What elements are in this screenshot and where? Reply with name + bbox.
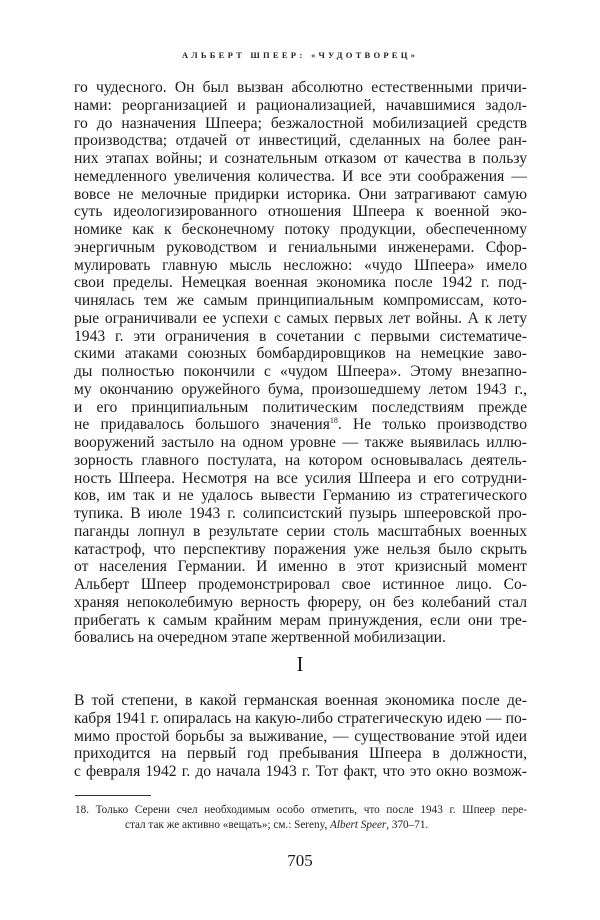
body-paragraph <box>74 692 527 781</box>
text-line: бовались на очередном этапе жертвенной мобилизации. <box>74 629 446 647</box>
text-segment: не придавалось большого значения <box>74 416 330 434</box>
footnote <box>75 803 527 832</box>
text-line: тупика. В июле 1943 г. солипсистский пузырь шпееровской про- <box>74 505 527 522</box>
footnote-line <box>75 803 527 818</box>
text-line: кабря 1941 г. опиралась на какую-либо стратегическую идею — по- <box>74 709 527 727</box>
text-line: вовсе не мелочные придирки историка. Они затрагивают самую <box>74 185 527 203</box>
footnote-number: 18. <box>75 804 89 816</box>
footnote-text: стал так же активно «вещать»; см.: Sereny, <box>125 818 331 831</box>
text-line: них этапах войны; и сознательным отказом от качества в пользу <box>74 150 527 167</box>
text-line: паганды лопнул в результате серии столь масштабных военных <box>74 522 527 540</box>
text-line: нами: реорганизацией и рационализацией, начавшимися задол- <box>74 96 527 114</box>
text-line: немедленного увеличения количества. И все эти соображения — <box>74 167 527 185</box>
text-line: скими атаками союзных бомбардировщиков на немецкие заво- <box>74 345 527 363</box>
text-line: приходится на первый год пребывания Шпеера в должности, <box>74 745 527 763</box>
text-line: храняя непоколебимую верность фюреру, он без колебаний стал <box>74 593 527 611</box>
text-line: ков, им так и не удалось вывести Германию из стратегического <box>74 487 527 505</box>
text-line-with-footnote <box>74 416 527 434</box>
text-segment: . Не только производство <box>337 416 527 434</box>
text-line: мимо простой борьбы за выживание, — существование этой идеи <box>74 727 527 745</box>
text-line: го чудесного. Он был вызван абсолютно естественными причи- <box>74 79 527 96</box>
text-line: энергичным руководством и гениальными инженерами. Сфор- <box>74 238 527 256</box>
text-line: ность Шпеера. Несмотря на все усилия Шпеера и его сотрудни- <box>74 469 527 487</box>
footnote-text: Только Серени счел необходимым особо отметить, что после 1943 г. Шпеер пере- <box>95 804 527 816</box>
footnote-line <box>75 818 527 833</box>
page-number: 705 <box>287 851 313 870</box>
text-line: зорность главного постулата, на котором основывалась деятель- <box>74 451 527 469</box>
text-line: мулировать главную мысль несложно: «чудо Шпеера» имело <box>74 256 527 274</box>
text-line: от населения Германии. И именно в этот кризисный момент <box>74 558 527 576</box>
text-line: прибегать к самым крайним мерам принуждения, если они тре- <box>74 611 527 629</box>
text-line: номике как к бесконечному потоку продукции, обеспеченному <box>74 221 527 238</box>
text-line: го до назначения Шпеера; безжалостной мобилизацией средств <box>74 114 527 132</box>
footnote-text: , 370–71. <box>386 818 429 831</box>
text-line: свои пределы. Немецкая военная экономика после 1942 г. под- <box>74 274 527 292</box>
text-line: с февраля 1942 г. до начала 1943 г. Тот факт, что это окно возмож- <box>74 763 527 780</box>
text-line: и его принципиальным политическим последствиям прежде <box>74 398 527 416</box>
text-line: вооружений застыло на одном уровне — также выявилась иллю- <box>74 434 527 451</box>
text-line: рые ограничивали ее успехи с самых первых лет войны. А к лету <box>74 309 527 327</box>
text-line: Альберт Шпеер продемонстрировал свое истинное лицо. Со- <box>74 576 527 593</box>
text-line: В той степени, в какой германская военная экономика после де- <box>74 692 527 709</box>
text-line: суть идеологизированного отношения Шпеера к военной эко- <box>74 203 527 221</box>
footnote-divider <box>75 795 151 796</box>
text-line: производства; отдачей от инвестиций, сделанных на более ран- <box>74 132 527 150</box>
section-heading: I <box>296 652 304 676</box>
body-paragraph <box>74 79 527 647</box>
text-line: 1943 г. эти ограничения в сочетании с первыми систематиче- <box>74 327 527 345</box>
footnote-book-title: Albert Speer <box>330 818 387 831</box>
text-line: му окончанию оружейного бума, произошедшему летом 1943 г., <box>74 380 527 398</box>
text-line: катастроф, что перспективу поражения уже нельзя было скрыть <box>74 540 527 558</box>
text-line: ды полностью покончили с «чудом Шпеера». Этому внезапно- <box>74 363 527 380</box>
footnote-reference[interactable]: 18 <box>329 416 338 426</box>
running-head: АЛЬБЕРТ ШПЕЕР: «ЧУДОТВОРЕЦ» <box>181 50 419 60</box>
text-line: чинялась тем же самым принципиальным компромиссам, кото- <box>74 292 527 309</box>
